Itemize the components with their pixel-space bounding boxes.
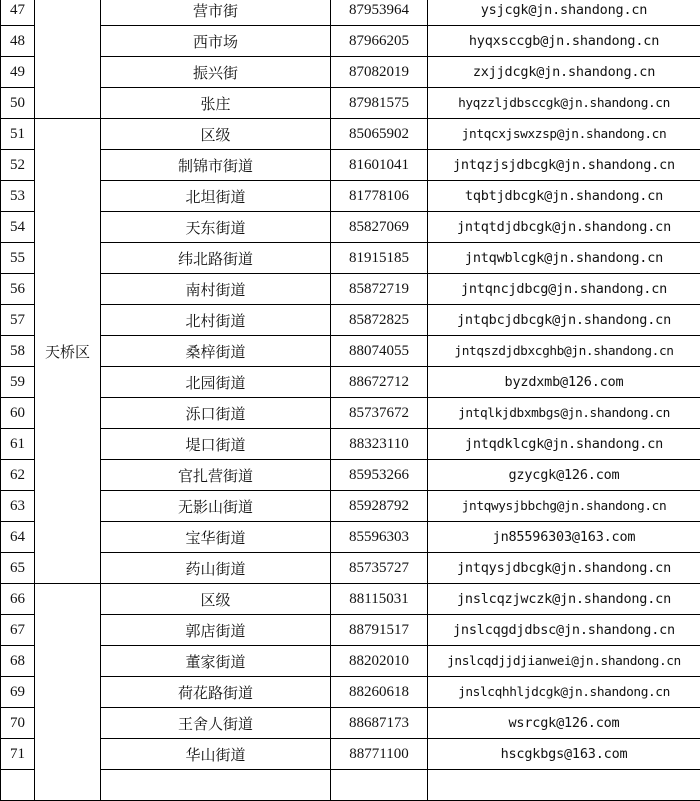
phone-number: 85596303 [331,522,428,553]
email-address: jnslcqhhljdcgk@jn.shandong.cn [428,677,700,708]
row-number: 48 [1,26,35,57]
email-address: hyqxsccgb@jn.shandong.cn [428,26,700,57]
table-row [1,181,700,212]
phone-number: 85827069 [331,212,428,243]
street-name: 无影山街道 [101,491,331,522]
street-name: 宝华街道 [101,522,331,553]
phone-number: 87966205 [331,26,428,57]
row-number: 63 [1,491,35,522]
street-name: 张庄 [101,88,331,119]
table-row [1,336,700,367]
street-name: 营市街 [101,0,331,26]
table-row [1,0,700,26]
table-row [1,491,700,522]
table-row [1,26,700,57]
phone-number: 81915185 [331,243,428,274]
email-address: jntqysjdbcgk@jn.shandong.cn [428,553,700,584]
row-number: 65 [1,553,35,584]
phone-number: 88791517 [331,615,428,646]
street-name: 区级 [101,584,331,615]
street-name: 制锦市街道 [101,150,331,181]
email-address: jntqncjdbcg@jn.shandong.cn [428,274,700,305]
phone-number: 87082019 [331,57,428,88]
row-number: 67 [1,615,35,646]
table-row [1,739,700,770]
email-address: tqbtjdbcgk@jn.shandong.cn [428,181,700,212]
street-name: 药山街道 [101,553,331,584]
email-address: jn85596303@163.com [428,522,700,553]
table-row [1,274,700,305]
phone-number: 85872825 [331,305,428,336]
phone-number: 88672712 [331,367,428,398]
email-address: jnslcqgdjdbsc@jn.shandong.cn [428,615,700,646]
row-number: 64 [1,522,35,553]
phone-number: 87981575 [331,88,428,119]
email-address: hyqzzljdbsccgk@jn.shandong.cn [428,88,700,119]
phone-number: 88687173 [331,708,428,739]
district-cell [35,0,101,119]
email-address: zxjjdcgk@jn.shandong.cn [428,57,700,88]
row-number [1,770,35,801]
district-cell: 天桥区 [35,119,101,584]
street-name: 西市场 [101,26,331,57]
phone-number: 85065902 [331,119,428,150]
email-address: jnslcqzjwczk@jn.shandong.cn [428,584,700,615]
table-row [1,88,700,119]
street-name [101,770,331,801]
phone-number [331,770,428,801]
street-name: 堤口街道 [101,429,331,460]
phone-number: 87953964 [331,0,428,26]
table-row [1,646,700,677]
table-row [1,677,700,708]
row-number: 58 [1,336,35,367]
table-row [1,460,700,491]
email-address: byzdxmb@126.com [428,367,700,398]
email-address: wsrcgk@126.com [428,708,700,739]
phone-number: 88260618 [331,677,428,708]
row-number: 62 [1,460,35,491]
phone-number: 88115031 [331,584,428,615]
street-name: 区级 [101,119,331,150]
row-number: 51 [1,119,35,150]
email-address: ysjcgk@jn.shandong.cn [428,0,700,26]
table-row [1,522,700,553]
street-name: 桑梓街道 [101,336,331,367]
district-cell [35,584,101,801]
street-name: 郭店街道 [101,615,331,646]
row-number: 66 [1,584,35,615]
email-address: jntqwblcgk@jn.shandong.cn [428,243,700,274]
street-name: 荷花路街道 [101,677,331,708]
contact-table-body [1,0,700,801]
table-row [1,429,700,460]
row-number: 70 [1,708,35,739]
table-row [1,584,700,615]
row-number: 49 [1,57,35,88]
table-row [1,243,700,274]
row-number: 69 [1,677,35,708]
street-name: 泺口街道 [101,398,331,429]
phone-number: 81601041 [331,150,428,181]
table-row [1,553,700,584]
phone-number: 85872719 [331,274,428,305]
street-name: 官扎营街道 [101,460,331,491]
street-name: 北坦街道 [101,181,331,212]
row-number: 57 [1,305,35,336]
phone-number: 88771100 [331,739,428,770]
email-address: jntqlkjdbxmbgs@jn.shandong.cn [428,398,700,429]
phone-number: 85735727 [331,553,428,584]
email-address: jntqzjsjdbcgk@jn.shandong.cn [428,150,700,181]
street-name: 董家街道 [101,646,331,677]
email-address: jntqwysjbbchg@jn.shandong.cn [428,491,700,522]
phone-number: 85953266 [331,460,428,491]
street-name: 天东街道 [101,212,331,243]
email-address: jntqdklcgk@jn.shandong.cn [428,429,700,460]
street-name: 南村街道 [101,274,331,305]
street-name: 北园街道 [101,367,331,398]
table-row [1,150,700,181]
table-row [1,305,700,336]
street-name: 纬北路街道 [101,243,331,274]
row-number: 60 [1,398,35,429]
phone-number: 85737672 [331,398,428,429]
row-number: 56 [1,274,35,305]
email-address [428,770,700,801]
table-row [1,119,700,150]
table-row [1,398,700,429]
row-number: 71 [1,739,35,770]
phone-number: 88202010 [331,646,428,677]
email-address: gzycgk@126.com [428,460,700,491]
street-name: 华山街道 [101,739,331,770]
phone-number: 85928792 [331,491,428,522]
row-number: 59 [1,367,35,398]
street-name: 王舍人街道 [101,708,331,739]
street-name: 振兴街 [101,57,331,88]
row-number: 52 [1,150,35,181]
table-row [1,708,700,739]
table-row [1,212,700,243]
phone-number: 88323110 [331,429,428,460]
row-number: 53 [1,181,35,212]
street-name: 北村街道 [101,305,331,336]
phone-number: 88074055 [331,336,428,367]
email-address: jntqcxjswxzsp@jn.shandong.cn [428,119,700,150]
email-address: jnslcqdjjdjianwei@jn.shandong.cn [428,646,700,677]
row-number: 61 [1,429,35,460]
email-address: jntqszdjdbxcghb@jn.shandong.cn [428,336,700,367]
row-number: 55 [1,243,35,274]
email-address: hscgkbgs@163.com [428,739,700,770]
table-row [1,770,700,801]
row-number: 68 [1,646,35,677]
email-address: jntqtdjdbcgk@jn.shandong.cn [428,212,700,243]
table-row [1,57,700,88]
phone-number: 81778106 [331,181,428,212]
table-row [1,367,700,398]
email-address: jntqbcjdbcgk@jn.shandong.cn [428,305,700,336]
row-number: 54 [1,212,35,243]
row-number: 50 [1,88,35,119]
row-number: 47 [1,0,35,26]
table-row [1,615,700,646]
